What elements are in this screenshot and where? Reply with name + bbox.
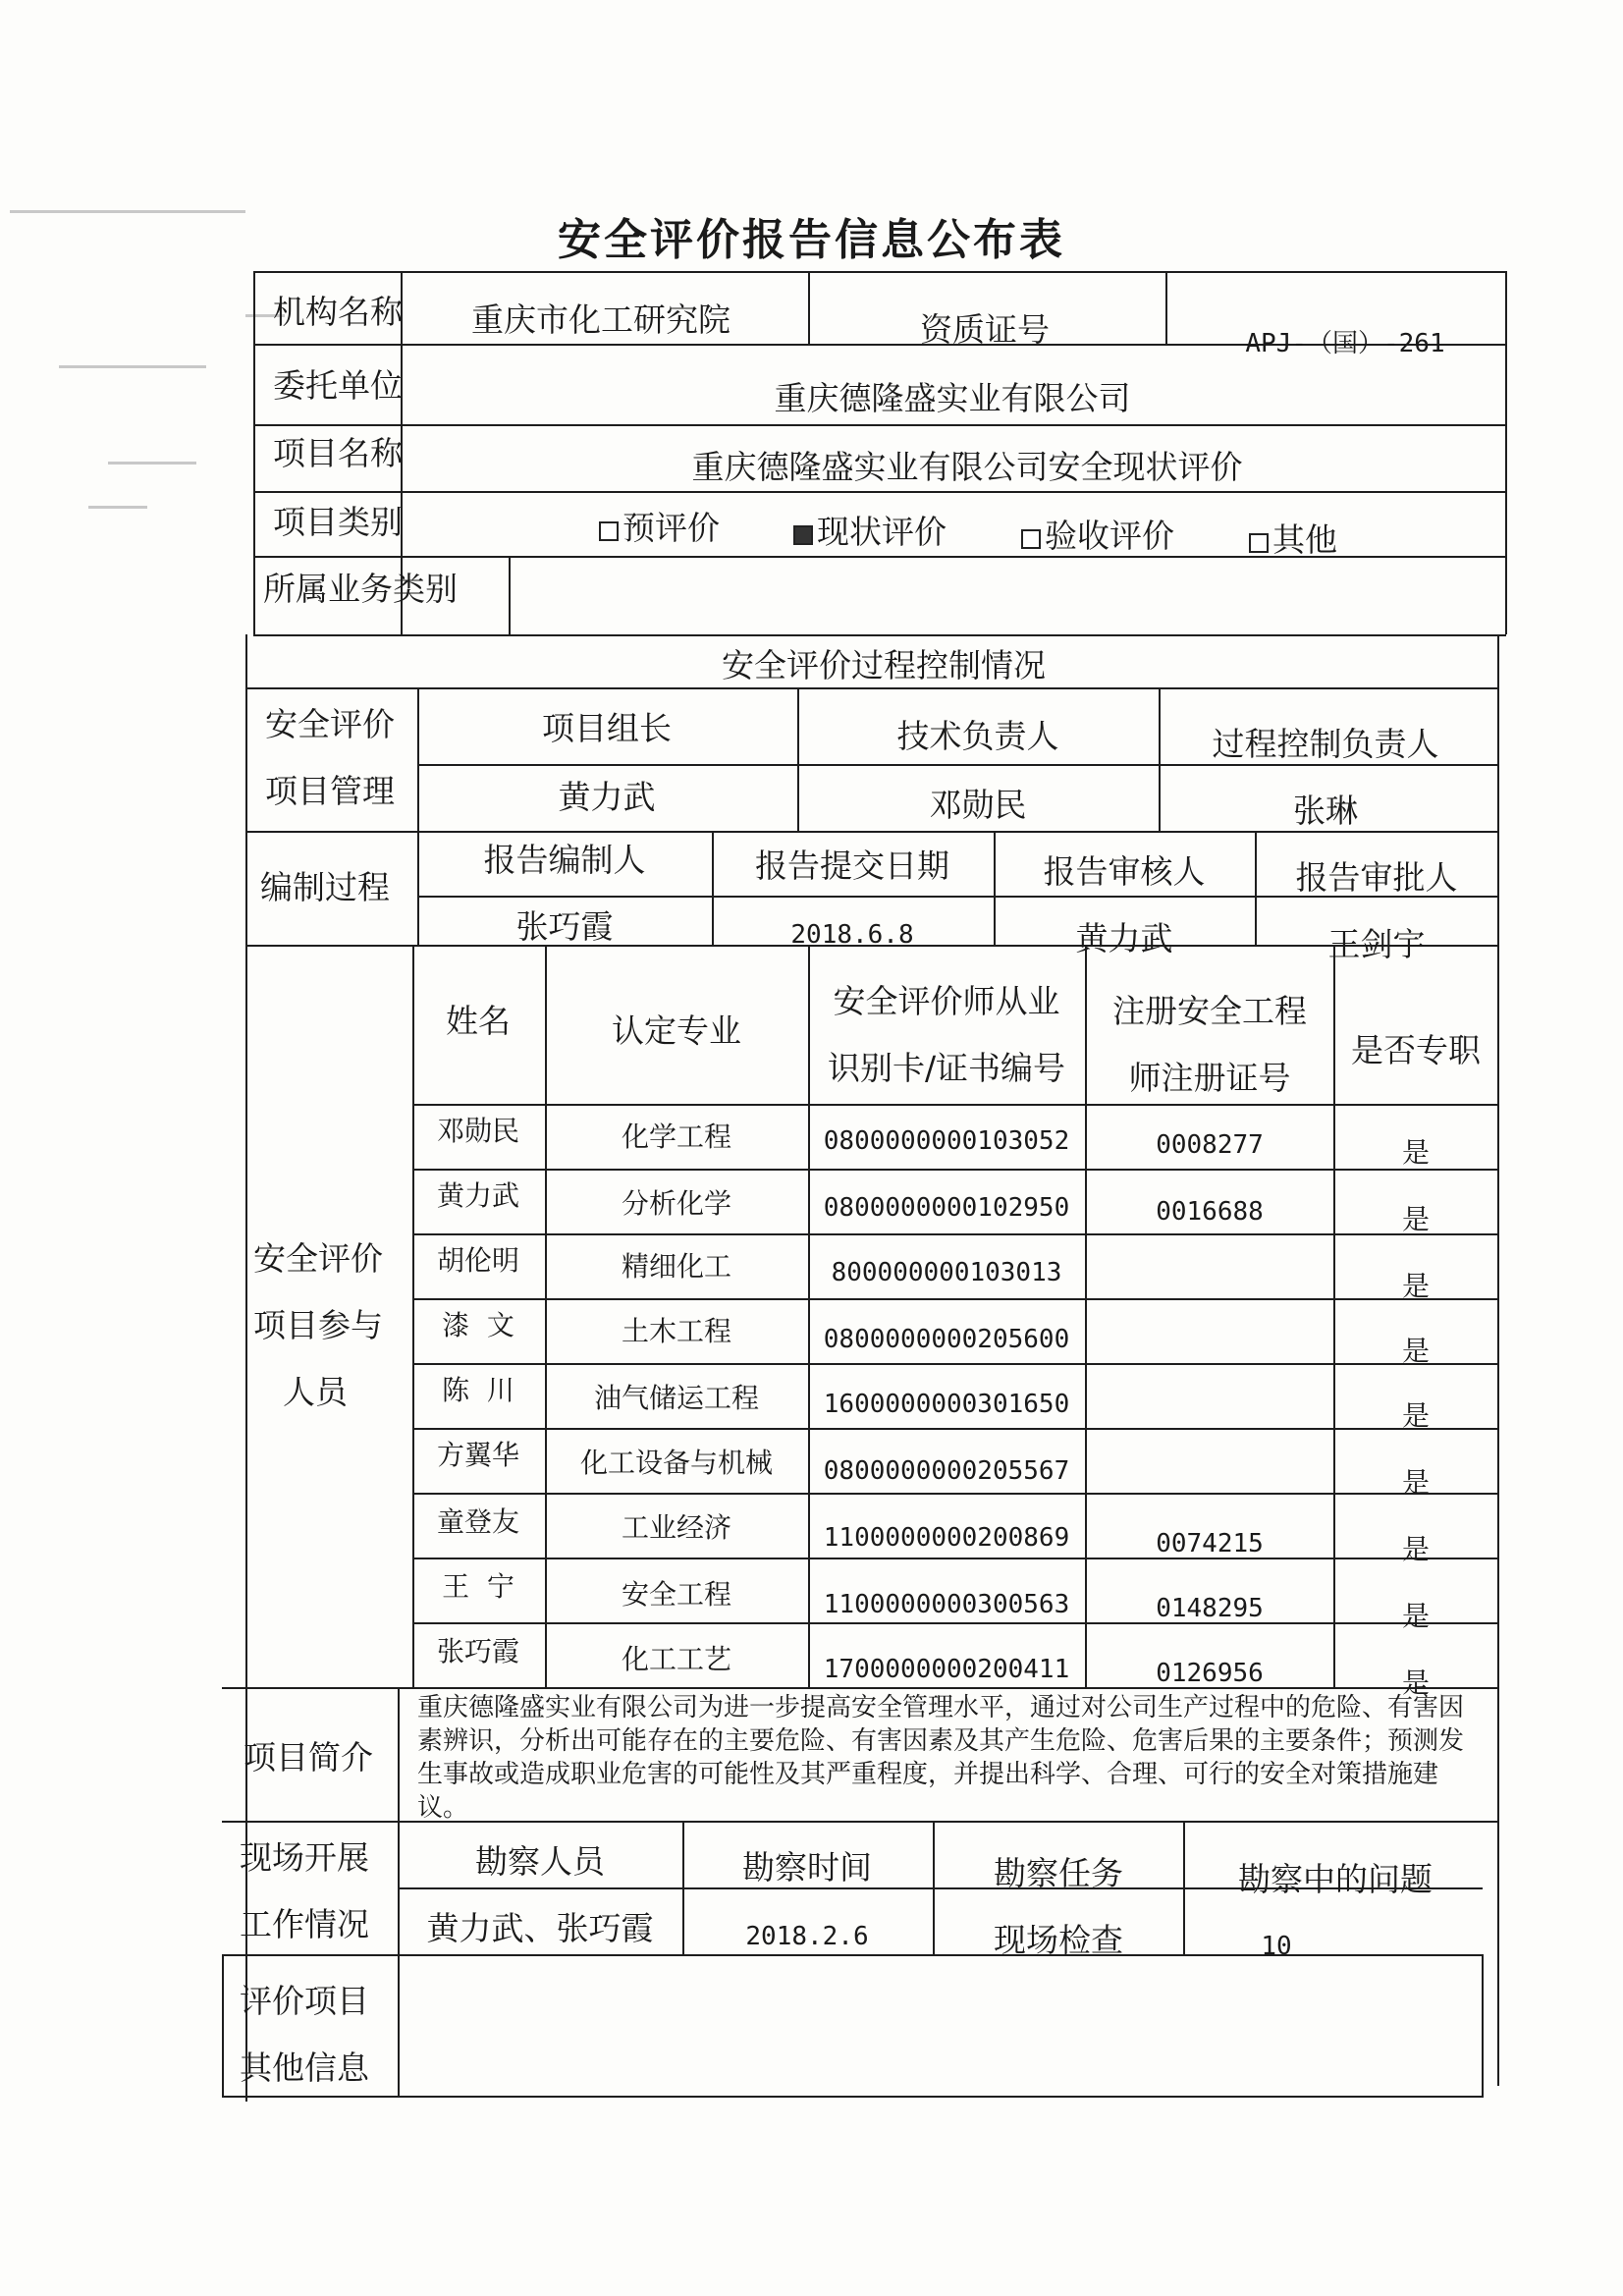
business-category-label: 所属业务类别: [263, 570, 458, 608]
site-work-label-line2: 工作情况: [240, 1905, 369, 1943]
table-col-divider: [712, 831, 714, 945]
project-name: 重庆德隆盛实业有限公司安全现状评价: [691, 448, 1243, 486]
compile-value: 张巧霞: [515, 907, 614, 946]
table-row-divider: [253, 634, 1506, 636]
type-option-acceptance[interactable]: [1021, 517, 1174, 556]
table-col-divider: [509, 556, 511, 634]
participant-major: 工业经济: [621, 1511, 732, 1544]
scan-noise: [59, 365, 206, 368]
table-row-divider: [412, 1104, 1498, 1106]
compile-header: 报告审核人: [1043, 852, 1206, 891]
table-row-divider: [417, 764, 1497, 766]
client-label: 委托单位: [273, 366, 403, 405]
participant-fulltime: 是: [1401, 1533, 1431, 1565]
participant-card: 0800000000205600: [823, 1325, 1070, 1354]
process-control-heading: 安全评价过程控制情况: [722, 646, 1046, 684]
table-row-divider: [412, 1169, 1498, 1171]
participant-fulltime: 是: [1401, 1466, 1431, 1499]
table-row-divider: [412, 1363, 1498, 1365]
document-title: 安全评价报告信息公布表: [558, 215, 1065, 265]
participant-name: 方翼华: [436, 1439, 520, 1471]
table-col-divider: [545, 945, 547, 1687]
compile-header: 报告提交日期: [755, 847, 949, 885]
participant-card: 1700000000200411: [823, 1655, 1070, 1684]
table-row-divider: [412, 1233, 1498, 1235]
compile-value: 王剑宇: [1327, 925, 1426, 963]
participants-header-major: 认定专业: [612, 1011, 741, 1050]
compile-value: 2018.6.8: [790, 920, 914, 950]
checkbox-unchecked-icon[interactable]: [1249, 533, 1269, 553]
mgmt-value: 黄力武: [558, 778, 656, 816]
participant-card: 800000000103013: [831, 1258, 1062, 1287]
mgmt-value: 张琳: [1293, 792, 1358, 830]
compile-label: 编制过程: [260, 868, 390, 906]
participant-name: 张巧霞: [436, 1635, 520, 1667]
table-row-divider: [412, 1428, 1498, 1430]
checkbox-unchecked-icon[interactable]: [599, 521, 619, 541]
participants-header-reg: 师注册证号: [1128, 1059, 1291, 1097]
mgmt-label-line1: 安全评价: [265, 705, 395, 743]
intro-text: 重庆德隆盛实业有限公司为进一步提高安全管理水平，通过对公司生产过程中的危险、有害因素辨识，分析出可能存在的主要危险、有害因素及其产生危险、危害后果的主要条件；预测发生事故或造成职业危害的可能性及其严重程度，并提出科学、合理、可行的安全对策措施建议。: [417, 1693, 1465, 1823]
compile-header: 报告审批人: [1295, 858, 1458, 897]
table-border: [222, 1954, 224, 2098]
table-col-divider: [1165, 271, 1167, 344]
participant-card: 1600000000301650: [823, 1390, 1070, 1419]
client-name: 重庆德隆盛实业有限公司: [774, 379, 1131, 417]
participant-name: 邓勋民: [436, 1115, 520, 1147]
participant-major: 化工工艺: [621, 1643, 732, 1675]
site-work-header: 勘察任务: [994, 1854, 1123, 1892]
table-col-divider: [933, 1821, 935, 1954]
table-row-divider: [412, 1493, 1498, 1495]
participant-reg: 0016688: [1156, 1197, 1264, 1227]
type-option-pre[interactable]: [599, 509, 720, 548]
participants-header-reg: 注册安全工程: [1112, 992, 1307, 1030]
org-label: 机构名称: [273, 293, 403, 331]
table-col-divider: [1255, 831, 1257, 945]
site-work-value: 10: [1261, 1932, 1292, 1961]
table-col-divider: [412, 945, 414, 1687]
participant-major: 精细化工: [621, 1250, 732, 1283]
participant-fulltime: 是: [1401, 1667, 1431, 1699]
participant-card: 1100000000200869: [823, 1523, 1070, 1553]
table-col-divider: [994, 831, 996, 945]
participant-fulltime: 是: [1401, 1203, 1431, 1235]
table-col-divider: [1159, 687, 1161, 831]
mgmt-label-line2: 项目管理: [265, 772, 395, 810]
table-border: [222, 2096, 1483, 2098]
table-border: [245, 634, 247, 2102]
participants-header-card: 安全评价师从业: [833, 982, 1060, 1020]
compile-value: 黄力武: [1075, 919, 1173, 957]
participant-fulltime: 是: [1401, 1136, 1431, 1169]
table-row-divider: [245, 831, 1498, 833]
site-work-value: 黄力武、张巧霞: [426, 1909, 654, 1947]
participant-major: 土木工程: [621, 1315, 732, 1347]
participant-major: 化学工程: [621, 1121, 732, 1153]
participant-fulltime: 是: [1401, 1600, 1431, 1632]
participant-card: 0800000000102950: [823, 1193, 1070, 1223]
site-work-label-line1: 现场开展: [240, 1838, 369, 1877]
mgmt-header: 过程控制负责人: [1212, 725, 1439, 763]
participant-name: 陈 川: [442, 1374, 514, 1406]
participant-fulltime: 是: [1401, 1335, 1431, 1367]
table-row-divider: [253, 424, 1506, 426]
table-col-divider: [398, 1687, 400, 2096]
table-col-divider: [1183, 1821, 1185, 1954]
table-border: [1505, 271, 1507, 634]
participant-name: 童登友: [436, 1505, 520, 1538]
cert-number: APJ-（国）-261: [1245, 329, 1445, 358]
checkbox-checked-icon[interactable]: [793, 525, 813, 545]
participant-fulltime: 是: [1401, 1399, 1431, 1432]
participants-label-line3: 人员: [283, 1373, 348, 1411]
participant-major: 油气储运工程: [593, 1382, 760, 1414]
participant-reg: 0074215: [1156, 1529, 1264, 1558]
type-option-label: 验收评价: [1045, 517, 1174, 555]
participants-header-card: 识别卡/证书编号: [827, 1049, 1066, 1087]
scan-noise: [108, 462, 196, 465]
cert-label: 资质证号: [920, 310, 1050, 349]
participant-major: 安全工程: [621, 1578, 732, 1611]
type-option-other[interactable]: [1249, 520, 1337, 560]
type-option-label: 现状评价: [817, 513, 947, 551]
mgmt-header: 技术负责人: [896, 717, 1059, 755]
other-info-label-line2: 其他信息: [240, 2049, 369, 2087]
type-option-label: 其他: [1272, 520, 1337, 559]
participant-name: 胡伦明: [436, 1244, 520, 1277]
site-work-header: 勘察时间: [742, 1848, 872, 1886]
checkbox-unchecked-icon[interactable]: [1021, 529, 1041, 549]
scan-noise: [88, 506, 147, 509]
table-row-divider: [412, 1558, 1498, 1559]
site-work-header: 勘察人员: [475, 1842, 605, 1881]
participant-reg: 0148295: [1156, 1594, 1264, 1623]
participants-header-name: 姓名: [446, 1002, 511, 1040]
participant-reg: 0008277: [1156, 1130, 1264, 1160]
participant-name: 黄力武: [436, 1179, 520, 1212]
participant-major: 分析化学: [621, 1187, 732, 1220]
type-option-status[interactable]: [793, 513, 947, 552]
table-col-divider: [417, 687, 419, 945]
org-name: 重庆市化工研究院: [471, 301, 730, 339]
site-work-value: 2018.2.6: [745, 1922, 869, 1951]
table-border: [253, 271, 255, 635]
participant-name: 王 宁: [442, 1570, 514, 1603]
table-row-divider: [253, 491, 1506, 493]
table-col-divider: [682, 1821, 684, 1954]
project-name-label: 项目名称: [273, 434, 403, 472]
project-type-label: 项目类别: [273, 503, 403, 541]
participant-major: 化工设备与机械: [579, 1447, 774, 1479]
compile-header: 报告编制人: [483, 841, 646, 879]
table-col-divider: [797, 687, 799, 831]
participant-card: 0800000000205567: [823, 1456, 1070, 1486]
site-work-header: 勘察中的问题: [1238, 1860, 1433, 1898]
mgmt-value: 邓勋民: [929, 786, 1027, 824]
intro-label: 项目简介: [243, 1738, 373, 1777]
mgmt-header: 项目组长: [542, 709, 672, 747]
participants-label-line2: 项目参与: [253, 1306, 383, 1344]
type-option-label: 预评价: [622, 509, 720, 547]
participant-name: 漆 文: [442, 1309, 514, 1341]
table-border: [253, 271, 1506, 273]
table-col-divider: [808, 945, 810, 1687]
table-col-divider: [808, 271, 810, 344]
table-border: [1482, 1954, 1484, 2098]
site-work-value: 现场检查: [994, 1921, 1123, 1959]
participant-card: 1100000000300563: [823, 1590, 1070, 1619]
table-row-divider: [412, 1298, 1498, 1300]
participant-card: 0800000000103052: [823, 1126, 1070, 1156]
participant-reg: 0126956: [1156, 1659, 1264, 1688]
table-col-divider: [1085, 945, 1087, 1687]
table-row-divider: [245, 687, 1498, 689]
table-border: [1497, 634, 1499, 2086]
participants-header-fulltime: 是否专职: [1351, 1031, 1481, 1069]
table-col-divider: [1333, 945, 1335, 1687]
other-info-label-line1: 评价项目: [240, 1982, 369, 2020]
participants-label-line1: 安全评价: [253, 1239, 383, 1278]
participant-fulltime: 是: [1401, 1270, 1431, 1302]
